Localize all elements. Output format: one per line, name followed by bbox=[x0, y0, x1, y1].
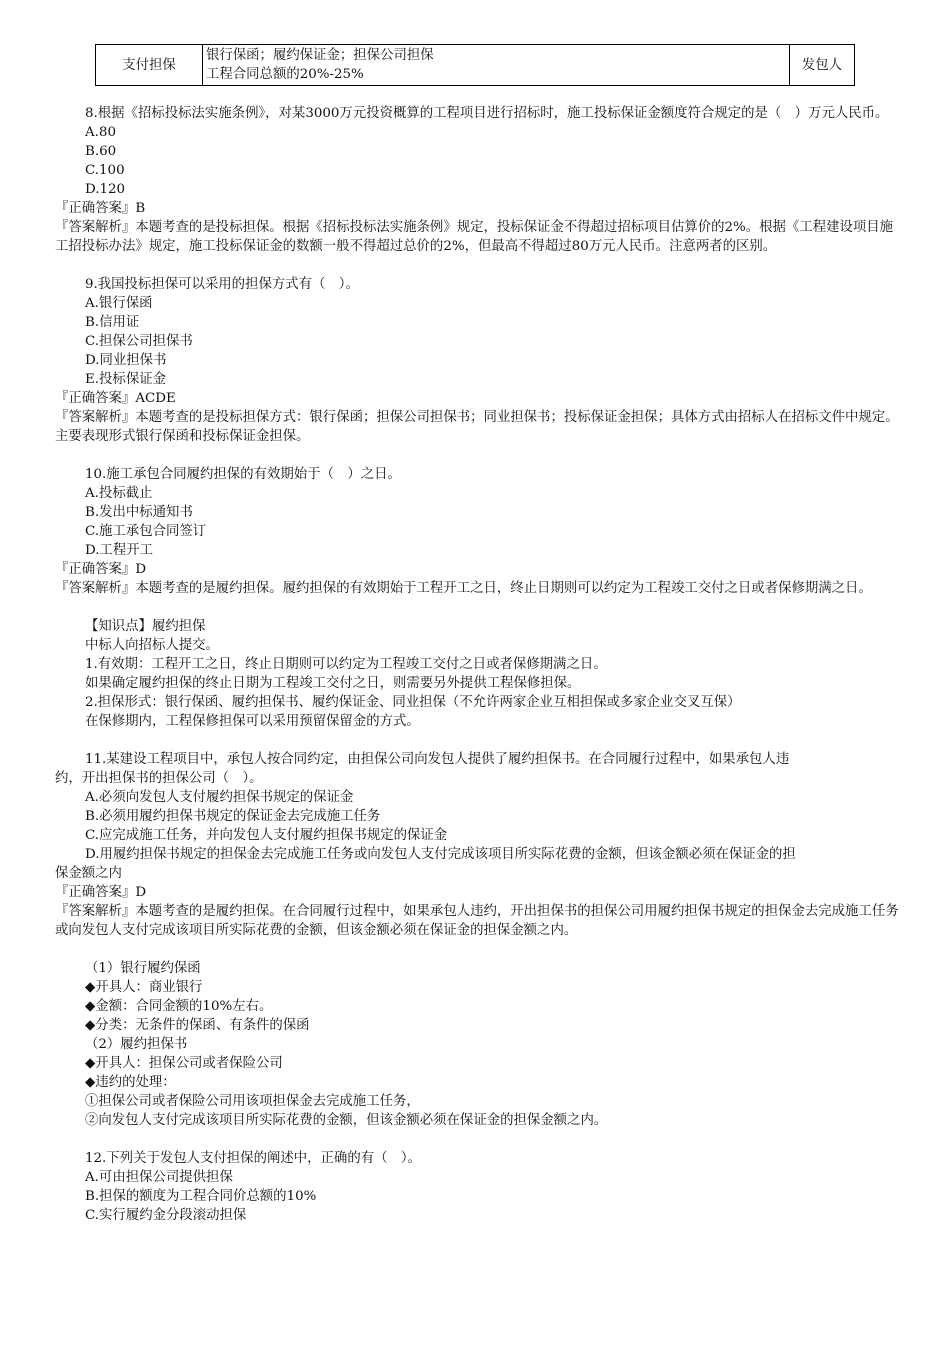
text-line: ②向发包人支付完成该项目所实际花费的金额，但该金额必须在保证金的担保金额之内。 bbox=[85, 1113, 608, 1128]
text-line: 保金额之内 bbox=[55, 866, 122, 881]
text-line: 11.某建设工程项目中，承包人按合同约定，由担保公司向发包人提供了履约担保书。在合同履行过程中，如果承包人违 bbox=[85, 752, 790, 767]
text-line: 『正确答案』B bbox=[55, 201, 146, 216]
paragraph-gap bbox=[55, 1130, 900, 1149]
text-line: 如果确定履约担保的终止日期为工程竣工交付之日，则需要另外提供工程保修担保。 bbox=[85, 676, 581, 691]
text-line: D.工程开工 bbox=[85, 543, 154, 558]
text-line: A.80 bbox=[85, 125, 116, 140]
text-line: A.可由担保公司提供担保 bbox=[85, 1170, 233, 1185]
guarantee-category-cell: 支付担保 bbox=[96, 45, 203, 86]
text-line: B.担保的额度为工程合同价总额的10% bbox=[85, 1189, 317, 1204]
text-line: 『正确答案』D bbox=[55, 885, 147, 900]
text-line: 中标人向招标人提交。 bbox=[85, 638, 219, 653]
text-line: 『答案解析』本题考查的是投标担保。根据《招标投标法实施条例》规定，投标保证金不得超过招标项目估算价的2%。根据《工程建设项目施工招投标办法》规定，施工投标保证金的数额一般不得超过总价的2%，但最高不得超过80万元人民币。注意两者的区别。 bbox=[55, 220, 894, 254]
text-line: ◆开具人：商业银行 bbox=[85, 980, 203, 995]
guarantee-table-fragment bbox=[95, 44, 855, 86]
table-row bbox=[96, 45, 855, 86]
text-line: 『答案解析』本题考查的是履约担保。在合同履行过程中，如果承包人违约，开出担保书的担保公司用履约担保书规定的担保金去完成施工任务或向发包人支付完成该项目所实际花费的金额，但该金额必须在保证金的担保金额之内。 bbox=[55, 904, 899, 938]
text-line: E.投标保证金 bbox=[85, 372, 166, 387]
guarantee-detail-cell bbox=[203, 45, 790, 86]
text-line: 10.施工承包合同履约担保的有效期始于（ ）之日。 bbox=[85, 467, 401, 482]
text-line: 【知识点】履约担保 bbox=[85, 619, 206, 634]
text-line: C.100 bbox=[85, 163, 125, 178]
text-line: 8.根据《招标投标法实施条例》，对某3000万元投资概算的工程项目进行招标时，施工投标保证金额度符合规定的是（ ）万元人民币。 bbox=[85, 106, 889, 121]
text-line: 1.有效期：工程开工之日，终止日期则可以约定为工程竣工交付之日或者保修期满之日。 bbox=[85, 657, 607, 672]
text-line: 约，开出担保书的担保公司（ ）。 bbox=[55, 771, 263, 786]
paragraph-gap bbox=[55, 731, 900, 750]
text-line: A.银行保函 bbox=[85, 296, 153, 311]
text-line: B.发出中标通知书 bbox=[85, 505, 193, 520]
text-line: 12.下列关于发包人支付担保的阐述中，正确的有（ ）。 bbox=[85, 1151, 421, 1166]
document-body bbox=[55, 104, 900, 1225]
text-line: 『答案解析』本题考查的是履约担保。履约担保的有效期始于工程开工之日，终止日期则可以约定为工程竣工交付之日或者保修期满之日。 bbox=[55, 581, 872, 596]
text-line: 9.我国投标担保可以采用的担保方式有（ ）。 bbox=[85, 277, 359, 292]
text-line: C.应完成施工任务，并向发包人支付履约担保书规定的保证金 bbox=[85, 828, 448, 843]
text-line: ◆分类：无条件的保函、有条件的保函 bbox=[85, 1018, 310, 1033]
text-line: ①担保公司或者保险公司用该项担保金去完成施工任务， bbox=[85, 1094, 420, 1109]
text-line: B.60 bbox=[85, 144, 117, 159]
text-line: ◆开具人：担保公司或者保险公司 bbox=[85, 1056, 283, 1071]
text-line: 『正确答案』ACDE bbox=[55, 391, 176, 406]
text-line: A.必须向发包人支付履约担保书规定的保证金 bbox=[85, 790, 354, 805]
text-line: B.必须用履约担保书规定的保证金去完成施工任务 bbox=[85, 809, 381, 824]
guarantee-provider-cell: 发包人 bbox=[790, 45, 855, 86]
text-line: B.信用证 bbox=[85, 315, 140, 330]
text-line: （1）银行履约保函 bbox=[85, 961, 201, 976]
paragraph-gap bbox=[55, 256, 900, 275]
text-line: ◆违约的处理： bbox=[85, 1075, 176, 1090]
text-line: C.施工承包合同签订 bbox=[85, 524, 207, 539]
paragraph-gap bbox=[55, 598, 900, 617]
text-line: C.担保公司担保书 bbox=[85, 334, 193, 349]
paragraph-gap bbox=[55, 446, 900, 465]
text-line: （2）履约担保书 bbox=[85, 1037, 188, 1052]
guarantee-forms: 银行保函；履约保证金；担保公司担保 bbox=[206, 48, 434, 63]
text-line: 『答案解析』本题考查的是投标担保方式：银行保函；担保公司担保书；同业担保书；投标保证金担保；具体方式由招标人在招标文件中规定。主要表现形式银行保函和投标保证金担保。 bbox=[55, 410, 899, 444]
text-line: 2.担保形式：银行保函、履约担保书、履约保证金、同业担保（不允许两家企业互相担保或多家企业交叉互保） bbox=[85, 695, 741, 710]
text-line: D.120 bbox=[85, 182, 126, 197]
text-line: 在保修期内，工程保修担保可以采用预留保留金的方式。 bbox=[85, 714, 420, 729]
text-line: D.同业担保书 bbox=[85, 353, 167, 368]
text-line: A.投标截止 bbox=[85, 486, 153, 501]
guarantee-amount: 工程合同总额的20%-25% bbox=[206, 67, 364, 82]
text-line: C.实行履约金分段滚动担保 bbox=[85, 1208, 247, 1223]
text-line: D.用履约担保书规定的担保金去完成施工任务或向发包人支付完成该项目所实际花费的金额，但该金额必须在保证金的担 bbox=[85, 847, 796, 862]
text-line: ◆金额：合同金额的10%左右。 bbox=[85, 999, 273, 1014]
text-line: 『正确答案』D bbox=[55, 562, 147, 577]
paragraph-gap bbox=[55, 940, 900, 959]
